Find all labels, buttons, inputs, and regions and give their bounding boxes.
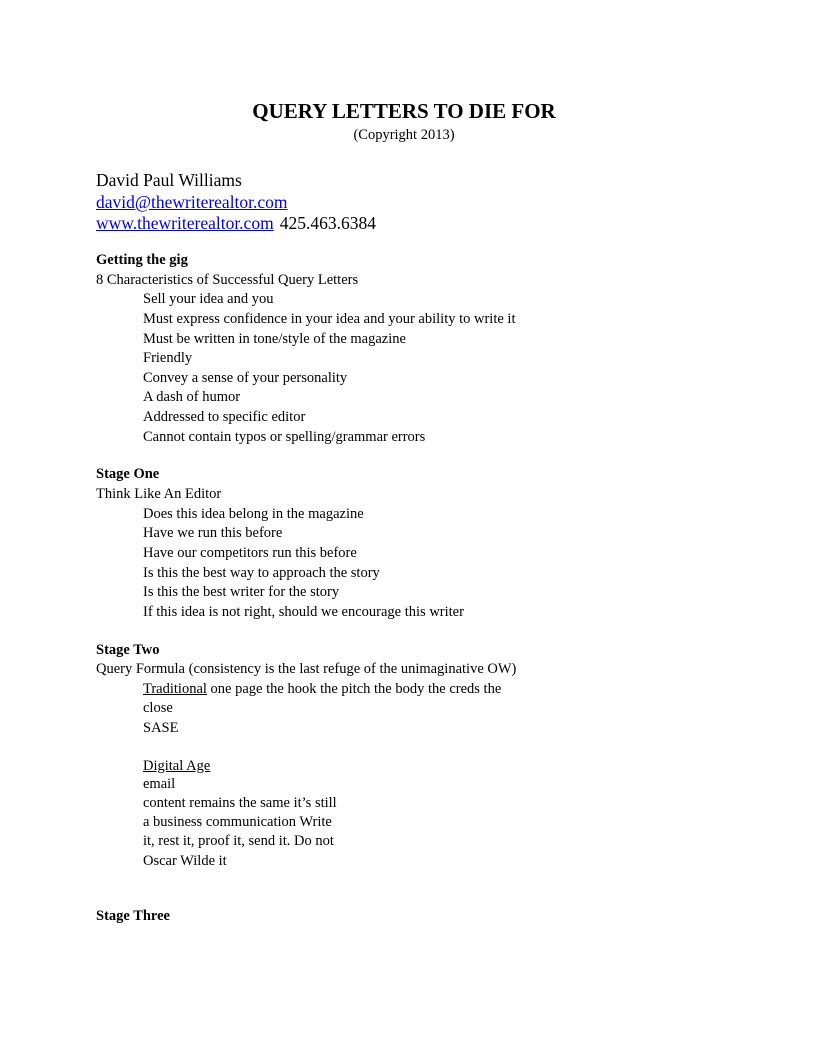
section-subheading-think-like-editor: Think Like An Editor bbox=[96, 486, 222, 502]
list-item: Addressed to specific editor bbox=[143, 409, 306, 425]
digital-age-label: Digital Age bbox=[143, 758, 211, 774]
digital-line: content remains the same it’s still bbox=[143, 795, 337, 811]
copyright-notice: (Copyright 2013) bbox=[353, 127, 455, 143]
author-block bbox=[96, 170, 376, 235]
list-item: Have we run this before bbox=[143, 525, 283, 541]
list-item: A dash of humor bbox=[143, 389, 241, 405]
traditional-line bbox=[143, 681, 501, 698]
traditional-label: Traditional bbox=[143, 681, 207, 697]
sase-line: SASE bbox=[143, 720, 179, 736]
list-item: Friendly bbox=[143, 350, 193, 366]
author-website-link[interactable]: www.thewriterealtor.com bbox=[96, 213, 274, 233]
list-item: Is this the best writer for the story bbox=[143, 584, 340, 600]
traditional-text-continued: close bbox=[143, 700, 173, 716]
digital-line: email bbox=[143, 776, 176, 792]
section-heading-getting-the-gig: Getting the gig bbox=[96, 252, 188, 268]
list-item: Does this idea belong in the magazine bbox=[143, 506, 364, 522]
author-name: David Paul Williams bbox=[96, 170, 242, 190]
list-item: Convey a sense of your personality bbox=[143, 370, 348, 386]
digital-line: it, rest it, proof it, send it. Do not bbox=[143, 833, 334, 849]
list-item: Must express confidence in your idea and your ability to write it bbox=[143, 311, 516, 327]
document-title: QUERY LETTERS TO DIE FOR bbox=[252, 99, 556, 123]
digital-line: a business communication Write bbox=[143, 814, 332, 830]
list-item: Must be written in tone/style of the magazine bbox=[143, 331, 406, 347]
list-item: Is this the best way to approach the story bbox=[143, 565, 380, 581]
list-item: Sell your idea and you bbox=[143, 291, 274, 307]
section-subheading-query-formula: Query Formula (consistency is the last refuge of the unimaginative OW) bbox=[96, 661, 517, 677]
digital-line: Oscar Wilde it bbox=[143, 853, 227, 869]
list-item: Cannot contain typos or spelling/grammar errors bbox=[143, 429, 426, 445]
list-item: Have our competitors run this before bbox=[143, 545, 357, 561]
list-item: If this idea is not right, should we encourage this writer bbox=[143, 604, 464, 620]
section-heading-stage-one: Stage One bbox=[96, 466, 160, 482]
section-heading-stage-three: Stage Three bbox=[96, 908, 170, 924]
section-subheading-characteristics: 8 Characteristics of Successful Query Letters bbox=[96, 272, 359, 288]
section-heading-stage-two: Stage Two bbox=[96, 642, 160, 658]
traditional-text: one page the hook the pitch the body the creds the bbox=[210, 681, 502, 697]
author-email-link[interactable]: david@thewriterealtor.com bbox=[96, 191, 288, 212]
author-phone: 425.463.6384 bbox=[279, 213, 376, 233]
